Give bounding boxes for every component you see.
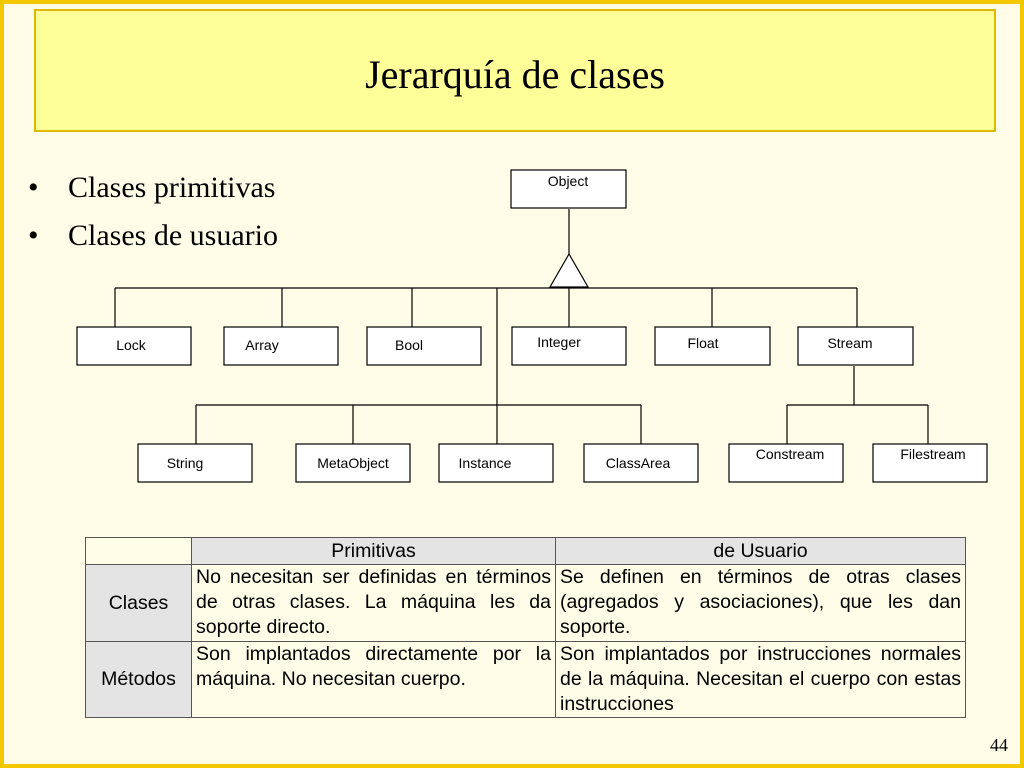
node-integer: [512, 327, 626, 365]
node-array: [224, 327, 338, 365]
node-string: [138, 444, 252, 482]
node-lock: [77, 327, 191, 365]
node-label: Array: [245, 337, 279, 353]
table-cell: Se definen en términos de otras clases (agregados y asociaciones), que les dan soporte.: [556, 565, 966, 642]
node-label: Float: [687, 335, 719, 351]
node-label: Constream: [755, 446, 825, 462]
table-corner-cell: [86, 538, 192, 565]
node-label: Stream: [827, 335, 873, 351]
node-label: Instance: [458, 455, 512, 471]
table-row: [86, 565, 966, 642]
node-label: Object: [547, 173, 589, 189]
node-label: Integer: [537, 334, 581, 350]
node-metaobject: [296, 444, 410, 482]
column-header-primitivas: Primitivas: [192, 538, 556, 565]
node-label: ClassArea: [605, 455, 671, 471]
node-classarea: [584, 444, 698, 482]
bullet-dot-icon: •: [28, 171, 39, 204]
slide-title: Jerarquía de clases: [365, 52, 665, 97]
node-label: Bool: [394, 337, 424, 353]
node-stream: [798, 327, 913, 365]
node-instance: [439, 444, 553, 482]
comparison-table: [85, 537, 966, 718]
bullet-text: Clases primitivas: [68, 171, 276, 204]
bullet-text: Clases de usuario: [68, 219, 278, 252]
row-header-clases: Clases: [86, 565, 192, 642]
node-bool: [367, 327, 481, 365]
table-cell: No necesitan ser definidas en términos de otras clases. La máquina les da soporte directo.: [192, 565, 556, 642]
node-label: String: [166, 455, 204, 471]
table-cell: Son implantados por instrucciones normales de la máquina. Necesitan el cuerpo con estas instrucciones: [556, 642, 966, 718]
bullet-dot-icon: •: [28, 219, 39, 252]
node-label: MetaObject: [317, 455, 389, 471]
node-constream: [729, 444, 843, 482]
node-label: Filestream: [900, 446, 966, 462]
node-float: [655, 327, 770, 365]
node-filestream: [873, 444, 987, 482]
page-number: 44: [990, 735, 1008, 755]
table-row: [86, 642, 966, 718]
table-header-row: [86, 538, 966, 565]
column-header-usuario: de Usuario: [556, 538, 966, 565]
table-cell: Son implantados directamente por la máquina. No necesitan cuerpo.: [192, 642, 556, 718]
node-label: Lock: [116, 337, 146, 353]
node-object: [511, 170, 626, 208]
row-header-metodos: Métodos: [86, 642, 192, 718]
